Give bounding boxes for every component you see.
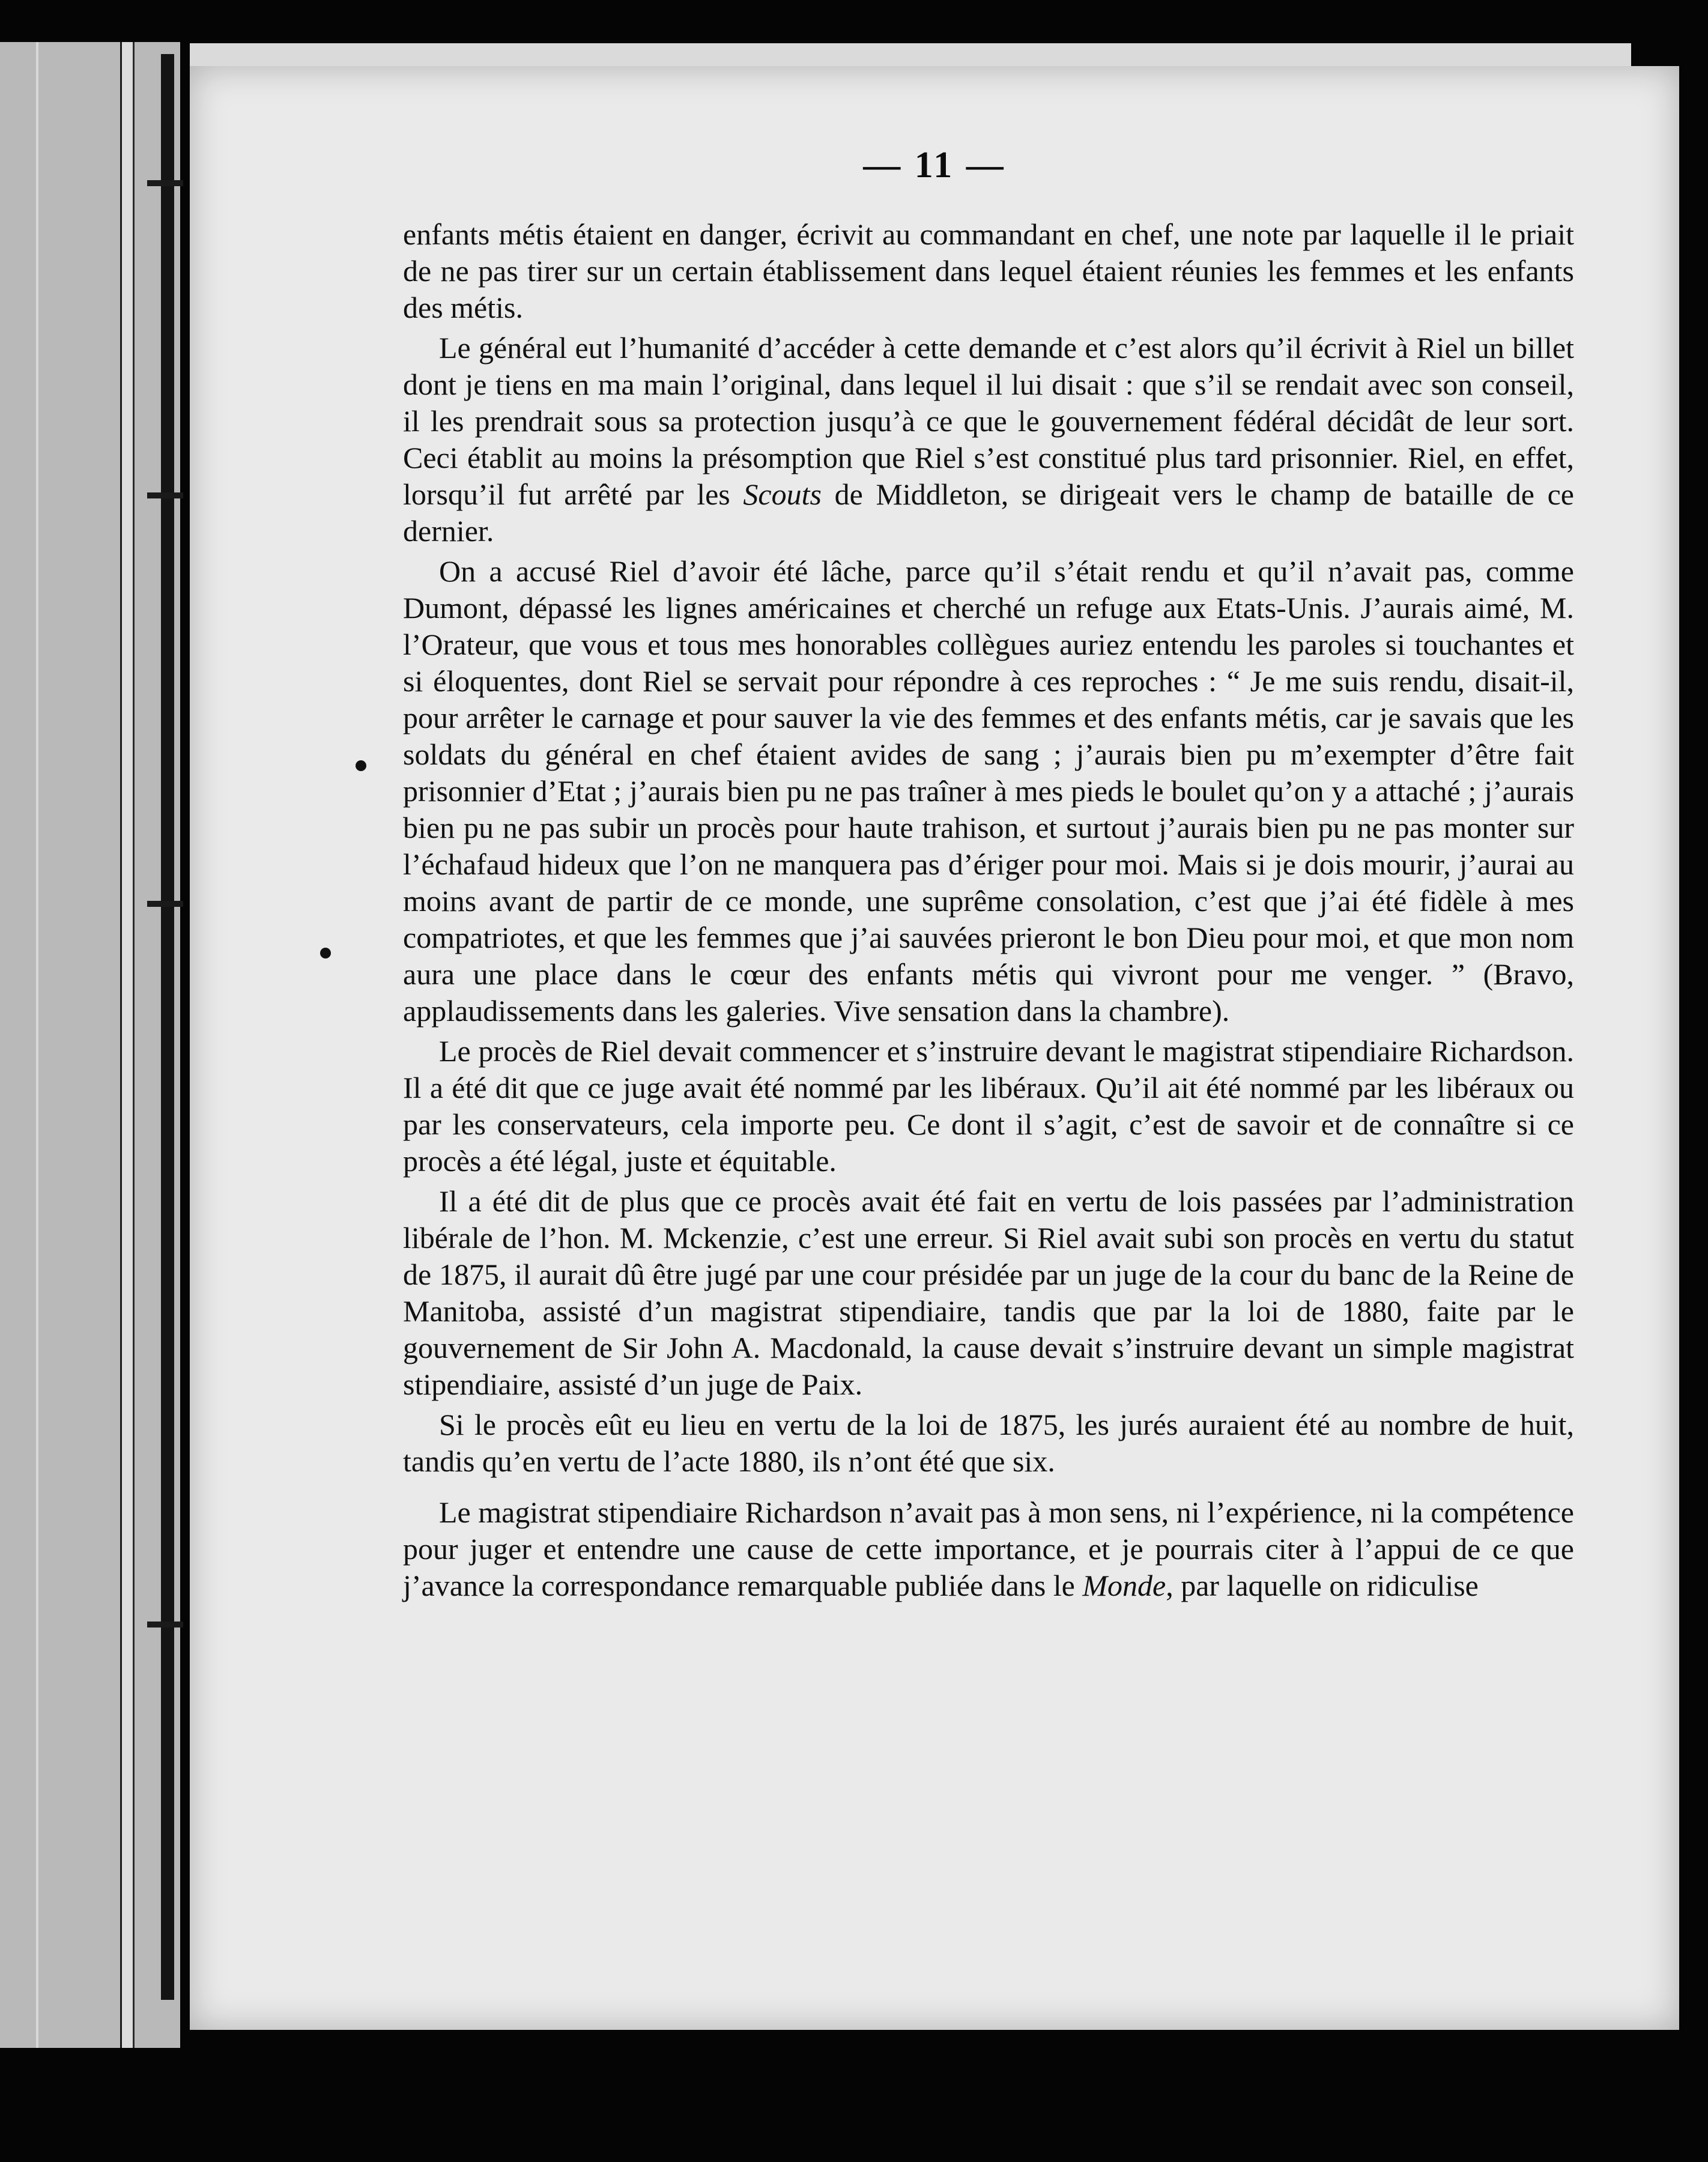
text-run: Si le procès eût eu lieu en vertu de la loi de 1875, les jurés auraient été au nombre de huit, tandis qu’en vertu de l’acte 1880, ils n’ont été que six. bbox=[403, 1408, 1574, 1478]
page-top-edge bbox=[190, 43, 1631, 68]
binding-stitch bbox=[147, 180, 183, 186]
italic-text: Monde bbox=[1082, 1569, 1166, 1602]
binding-stitch bbox=[147, 1621, 183, 1628]
previous-page-edge bbox=[0, 42, 180, 2048]
text-run: Le général eut l’humanité d’accéder à cette demande et c’est alors qu’il écrivit à Riel un billet dont je tiens en ma main l’original, dans lequel il lui disait : que s’il se rendait avec son conseil, il les prendrait sous sa protection jusqu’à ce que le gouvernement fédéral décidât de leur sort. Ceci établit au moins la présomption que Riel s’est constitué plus tard prisonnier. Riel, en effet, lorsqu’il fut arrêté par les bbox=[403, 331, 1574, 511]
text-run: On a accusé Riel d’avoir été lâche, parce qu’il s’était rendu et qu’il n’avait pas, comme Dumont, dépassé les lignes américaines et cherché un refuge aux Etats-Unis. J’aurais aimé, M. l’Orateur, que vous et tous mes honorables collègues auriez entendu les paroles si touchantes et si éloquentes, dont Riel se servait pour répondre à ces reproches : “ Je me suis rendu, disait-il, pour arrêter le carnage et pour sauver la vie des femmes et des enfants métis, car je savais que les soldats du général en chef étaient avides de sang ; j’aurais bien pu m’exempter d’être fait prisonnier d’Etat ; j’aurais bien pu ne pas traîner à mes pieds le boulet qu’on y a attaché ; j’aurais bien pu ne pas subir un procès pour haute trahison, et surtout j’aurais bien pu ne pas monter sur l’échafaud hideux que l’on ne manquera pas d’ériger pour moi. Mais si je dois mourir, j’aurai au moins avant de partir de ce monde, une suprême consolation, c’est que j’ai été fidèle à mes compatriotes, et que les femmes que j’ai sauvées prieront le bon Dieu pour moi, et que mon nom aura une place dans le cœur des enfants métis qui vivront pour me venger. ” (Bravo, applaudissements dans les galeries. Vive sensation dans la chambre). bbox=[403, 554, 1574, 1028]
text-run: Il a été dit de plus que ce procès avait été fait en vertu de lois passées par l’administration libérale de l’hon. M. Mckenzie, c’est une erreur. Si Riel avait subi son procès en vertu du statut de 1875, il aurait dû être jugé par une cour présidée par un juge de la cour du banc de la Reine de Manitoba, assisté d’un magistrat stipendiaire, tandis que par la loi de 1880, faite par le gouvernement de Sir John A. Macdonald, la cause devait s’instruire devant un simple magistrat stipendiaire, assisté d’un juge de Paix. bbox=[403, 1184, 1574, 1401]
paragraph bbox=[403, 216, 1574, 326]
text-run: Le magistrat stipendiaire Richardson n’avait pas à mon sens, ni l’expérience, ni la compétence pour juger et entendre une cause de cette importance, et je pourrais citer à l’appui de ce que j’avance la correspondance remarquable publiée dans le bbox=[403, 1495, 1574, 1602]
text-run: de Middleton, se dirigeait vers le champ de bataille de ce dernier. bbox=[403, 477, 1574, 548]
ink-spot bbox=[320, 948, 331, 958]
text-run: Le procès de Riel devait commencer et s’instruire devant le magistrat stipendiaire Richardson. Il a été dit que ce juge avait été nommé par les libéraux. Qu’il ait été nommé par les libéraux ou par les conservateurs, cela importe peu. Ce dont il s’agit, c’est de savoir et de connaître si ce procès a été légal, juste et équitable. bbox=[403, 1034, 1574, 1178]
paragraph bbox=[403, 330, 1574, 550]
binding-fold bbox=[120, 42, 135, 2048]
document-page bbox=[190, 66, 1679, 2030]
page-number: — 11 — bbox=[863, 145, 1006, 186]
paragraph bbox=[403, 1407, 1574, 1480]
ink-spot bbox=[356, 760, 366, 771]
paragraph bbox=[403, 1494, 1574, 1604]
paragraph bbox=[403, 1033, 1574, 1179]
text-run: enfants métis étaient en danger, écrivit au commandant en chef, une note par laquelle il le priait de ne pas tirer sur un certain établissement dans lequel étaient réunies les femmes et les enfants des métis. bbox=[403, 217, 1574, 324]
italic-text: Scouts bbox=[743, 477, 822, 511]
page-edge-line bbox=[36, 42, 38, 2048]
paragraph bbox=[403, 553, 1574, 1029]
binding-stitch bbox=[147, 492, 183, 498]
text-run: , par laquelle on ridiculise bbox=[1166, 1569, 1479, 1602]
binding-stitch bbox=[147, 901, 183, 907]
book-spine bbox=[161, 54, 174, 2000]
body-text bbox=[403, 216, 1574, 1608]
paragraph bbox=[403, 1183, 1574, 1403]
